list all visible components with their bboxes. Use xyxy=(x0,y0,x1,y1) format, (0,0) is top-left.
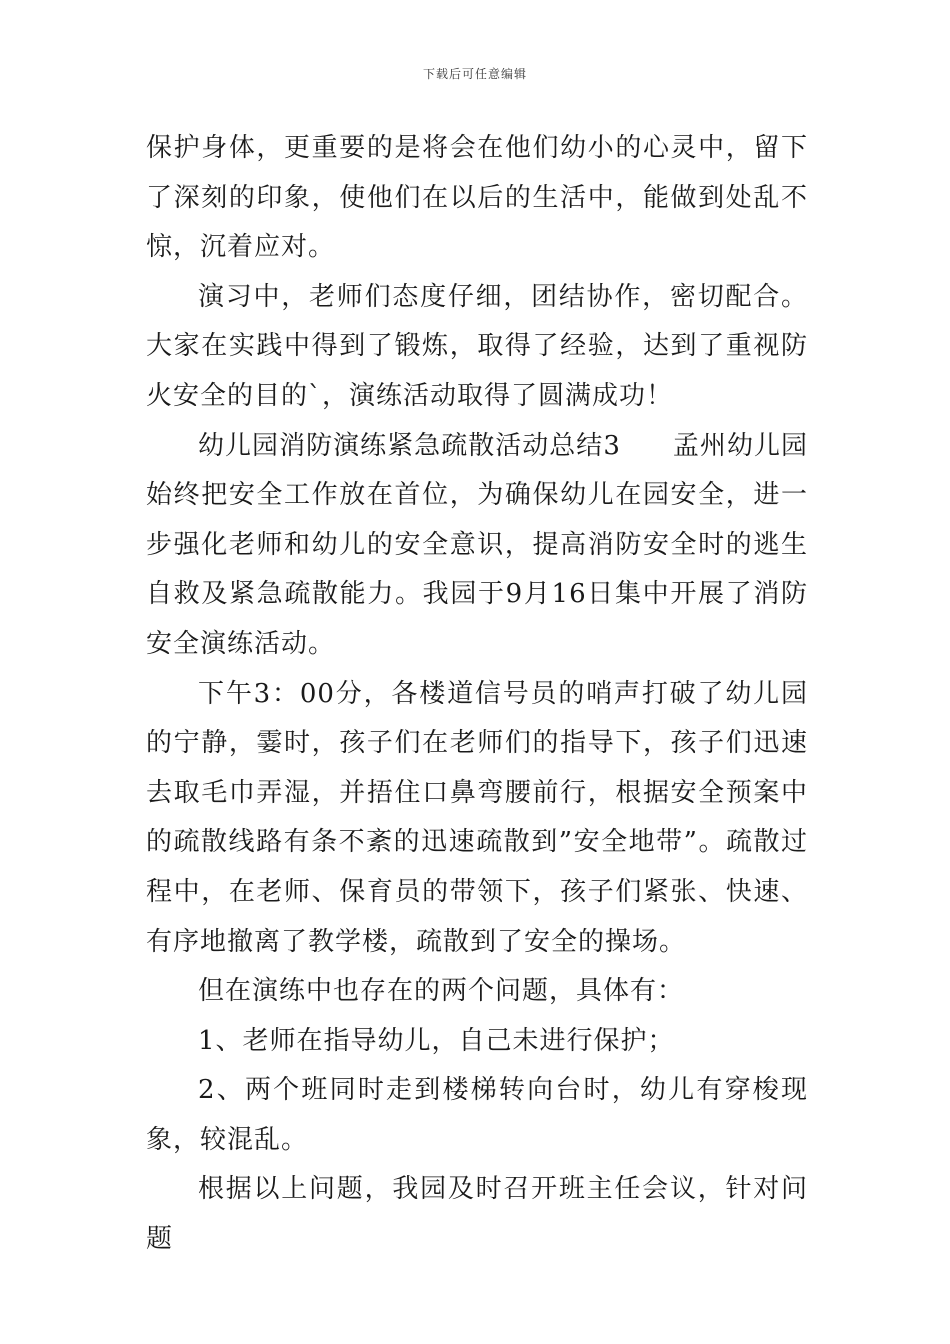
section-3-body: 孟州幼儿园始终把安全工作放在首位，为确保幼儿在园安全，进一步强化老师和幼儿的安全意识，提高消防安全时的逃生自救及紧急疏散能力。我园于9月16日集中开展了消防安全演练活动。 xyxy=(146,430,808,659)
paragraph-continuation: 保护身体，更重要的是将会在他们幼小的心灵中，留下了深刻的印象，使他们在以后的生活中，能做到处乱不惊，沉着应对。 xyxy=(146,133,808,263)
paragraph-section-3 xyxy=(146,422,808,670)
page-header-note: 下载后可任意编辑 xyxy=(422,67,527,81)
paragraph-problems-intro: 但在演练中也存在的两个问题，具体有： xyxy=(198,976,685,1007)
paragraph-follow-up: 根据以上问题，我园及时召开班主任会议，针对问题 xyxy=(146,1174,808,1255)
paragraph-drill-summary: 演习中，老师们态度仔细，团结协作，密切配合。大家在实践中得到了锻炼，取得了经验，达到了重视防火安全的目的`，演练活动取得了圆满成功！ xyxy=(146,281,808,411)
document-body xyxy=(146,124,808,1265)
list-item-problem-1: 1、老师在指导幼儿，自己未进行保护； xyxy=(198,1025,675,1056)
list-item-problem-2: 2、两个班同时走到楼梯转向台时，幼儿有穿梭现象，较混乱。 xyxy=(146,1075,808,1155)
paragraph-evacuation: 下午3：00分，各楼道信号员的哨声打破了幼儿园的宁静，霎时，孩子们在老师们的指导下，孩子们迅速去取毛巾弄湿，并捂住口鼻弯腰前行，根据安全预案中的疏散线路有条不紊的迅速疏散到”安全地带”。疏散过程中，在老师、保育员的带领下，孩子们紧张、快速、有序地撤离了教学楼，疏散到了安全的操场。 xyxy=(146,678,808,957)
section-3-heading: 幼儿园消防演练紧急疏散活动总结3 xyxy=(198,430,621,461)
